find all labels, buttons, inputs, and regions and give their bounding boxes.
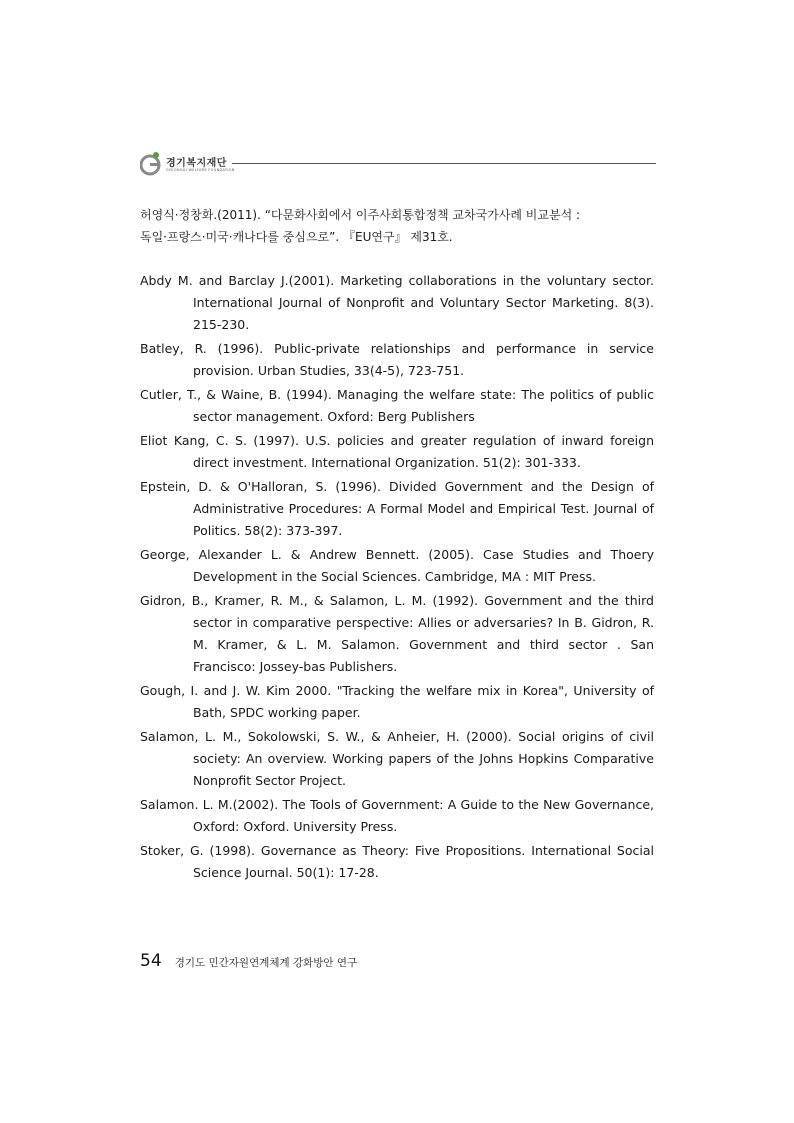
page-number: 54 bbox=[140, 951, 162, 971]
page-header bbox=[140, 148, 656, 178]
page-footer bbox=[140, 951, 357, 971]
reference-entry: Eliot Kang, C. S. (1997). U.S. policies and greater regulation of inward foreign direct investment. International Organization. 51(2): 301-333. bbox=[140, 433, 654, 470]
reference-entry: Salamon, L. M., Sokolowski, S. W., & Anheier, H. (2000). Social origins of civil society: An overview. Working papers of the Johns Hopkins Comparative Nonprofit Sector Project. bbox=[140, 729, 654, 788]
header-divider bbox=[232, 163, 656, 164]
reference-entry: Stoker, G. (1998). Governance as Theory: Five Propositions. International Social Science Journal. 50(1): 17-28. bbox=[140, 843, 654, 880]
running-title: 경기도 민간자원연계체계 강화방안 연구 bbox=[174, 957, 358, 969]
org-name: 경기복지재단 bbox=[166, 158, 227, 169]
reference-line: 독일·프랑스·미국·캐나다를 중심으로”. 『EU연구』 제31호. bbox=[140, 230, 453, 244]
reference-entry: Abdy M. and Barclay J.(2001). Marketing collaborations in the voluntary sector. International Journal of Nonprofit and Voluntary Sector Marketing. 8(3). 215-230. bbox=[140, 273, 654, 332]
reference-entry: Salamon. L. M.(2002). The Tools of Government: A Guide to the New Governance, Oxford: Oxford. University Press. bbox=[140, 797, 654, 834]
reference-entry: Gidron, B., Kramer, R. M., & Salamon, L. M. (1992). Government and the third sector in comparative perspective: Allies or adversaries? In B. Gidron, R. M. Kramer, & L. M. Salamon. Government and third sector . San Francisco: Jossey-bas Publishers. bbox=[140, 593, 654, 674]
reference-entry: Batley, R. (1996). Public-private relationships and performance in service provision. Urban Studies, 33(4-5), 723-751. bbox=[140, 341, 654, 378]
reference-entry: Cutler, T., & Waine, B. (1994). Managing the welfare state: The politics of public sector management. Oxford: Berg Publishers bbox=[140, 387, 654, 424]
reference-entry bbox=[140, 204, 654, 248]
reference-line: 허영식·정창화.(2011). “다문화사회에서 이주사회통합정책 교차국가사례 비교분석 : bbox=[140, 208, 581, 222]
foundation-logo-icon bbox=[140, 150, 162, 176]
org-subtitle: GYEONGGI WELFARE FOUNDATION bbox=[166, 168, 235, 172]
reference-list bbox=[140, 204, 654, 886]
reference-entry: George, Alexander L. & Andrew Bennett. (2005). Case Studies and Thoery Development in the Social Sciences. Cambridge, MA : MIT Press. bbox=[140, 547, 654, 584]
reference-entry: Epstein, D. & O'Halloran, S. (1996). Divided Government and the Design of Administrative Procedures: A Formal Model and Empirical Test. Journal of Politics. 58(2): 373-397. bbox=[140, 479, 654, 538]
reference-entry: Gough, I. and J. W. Kim 2000. "Tracking the welfare mix in Korea", University of Bath, SPDC working paper. bbox=[140, 683, 654, 720]
